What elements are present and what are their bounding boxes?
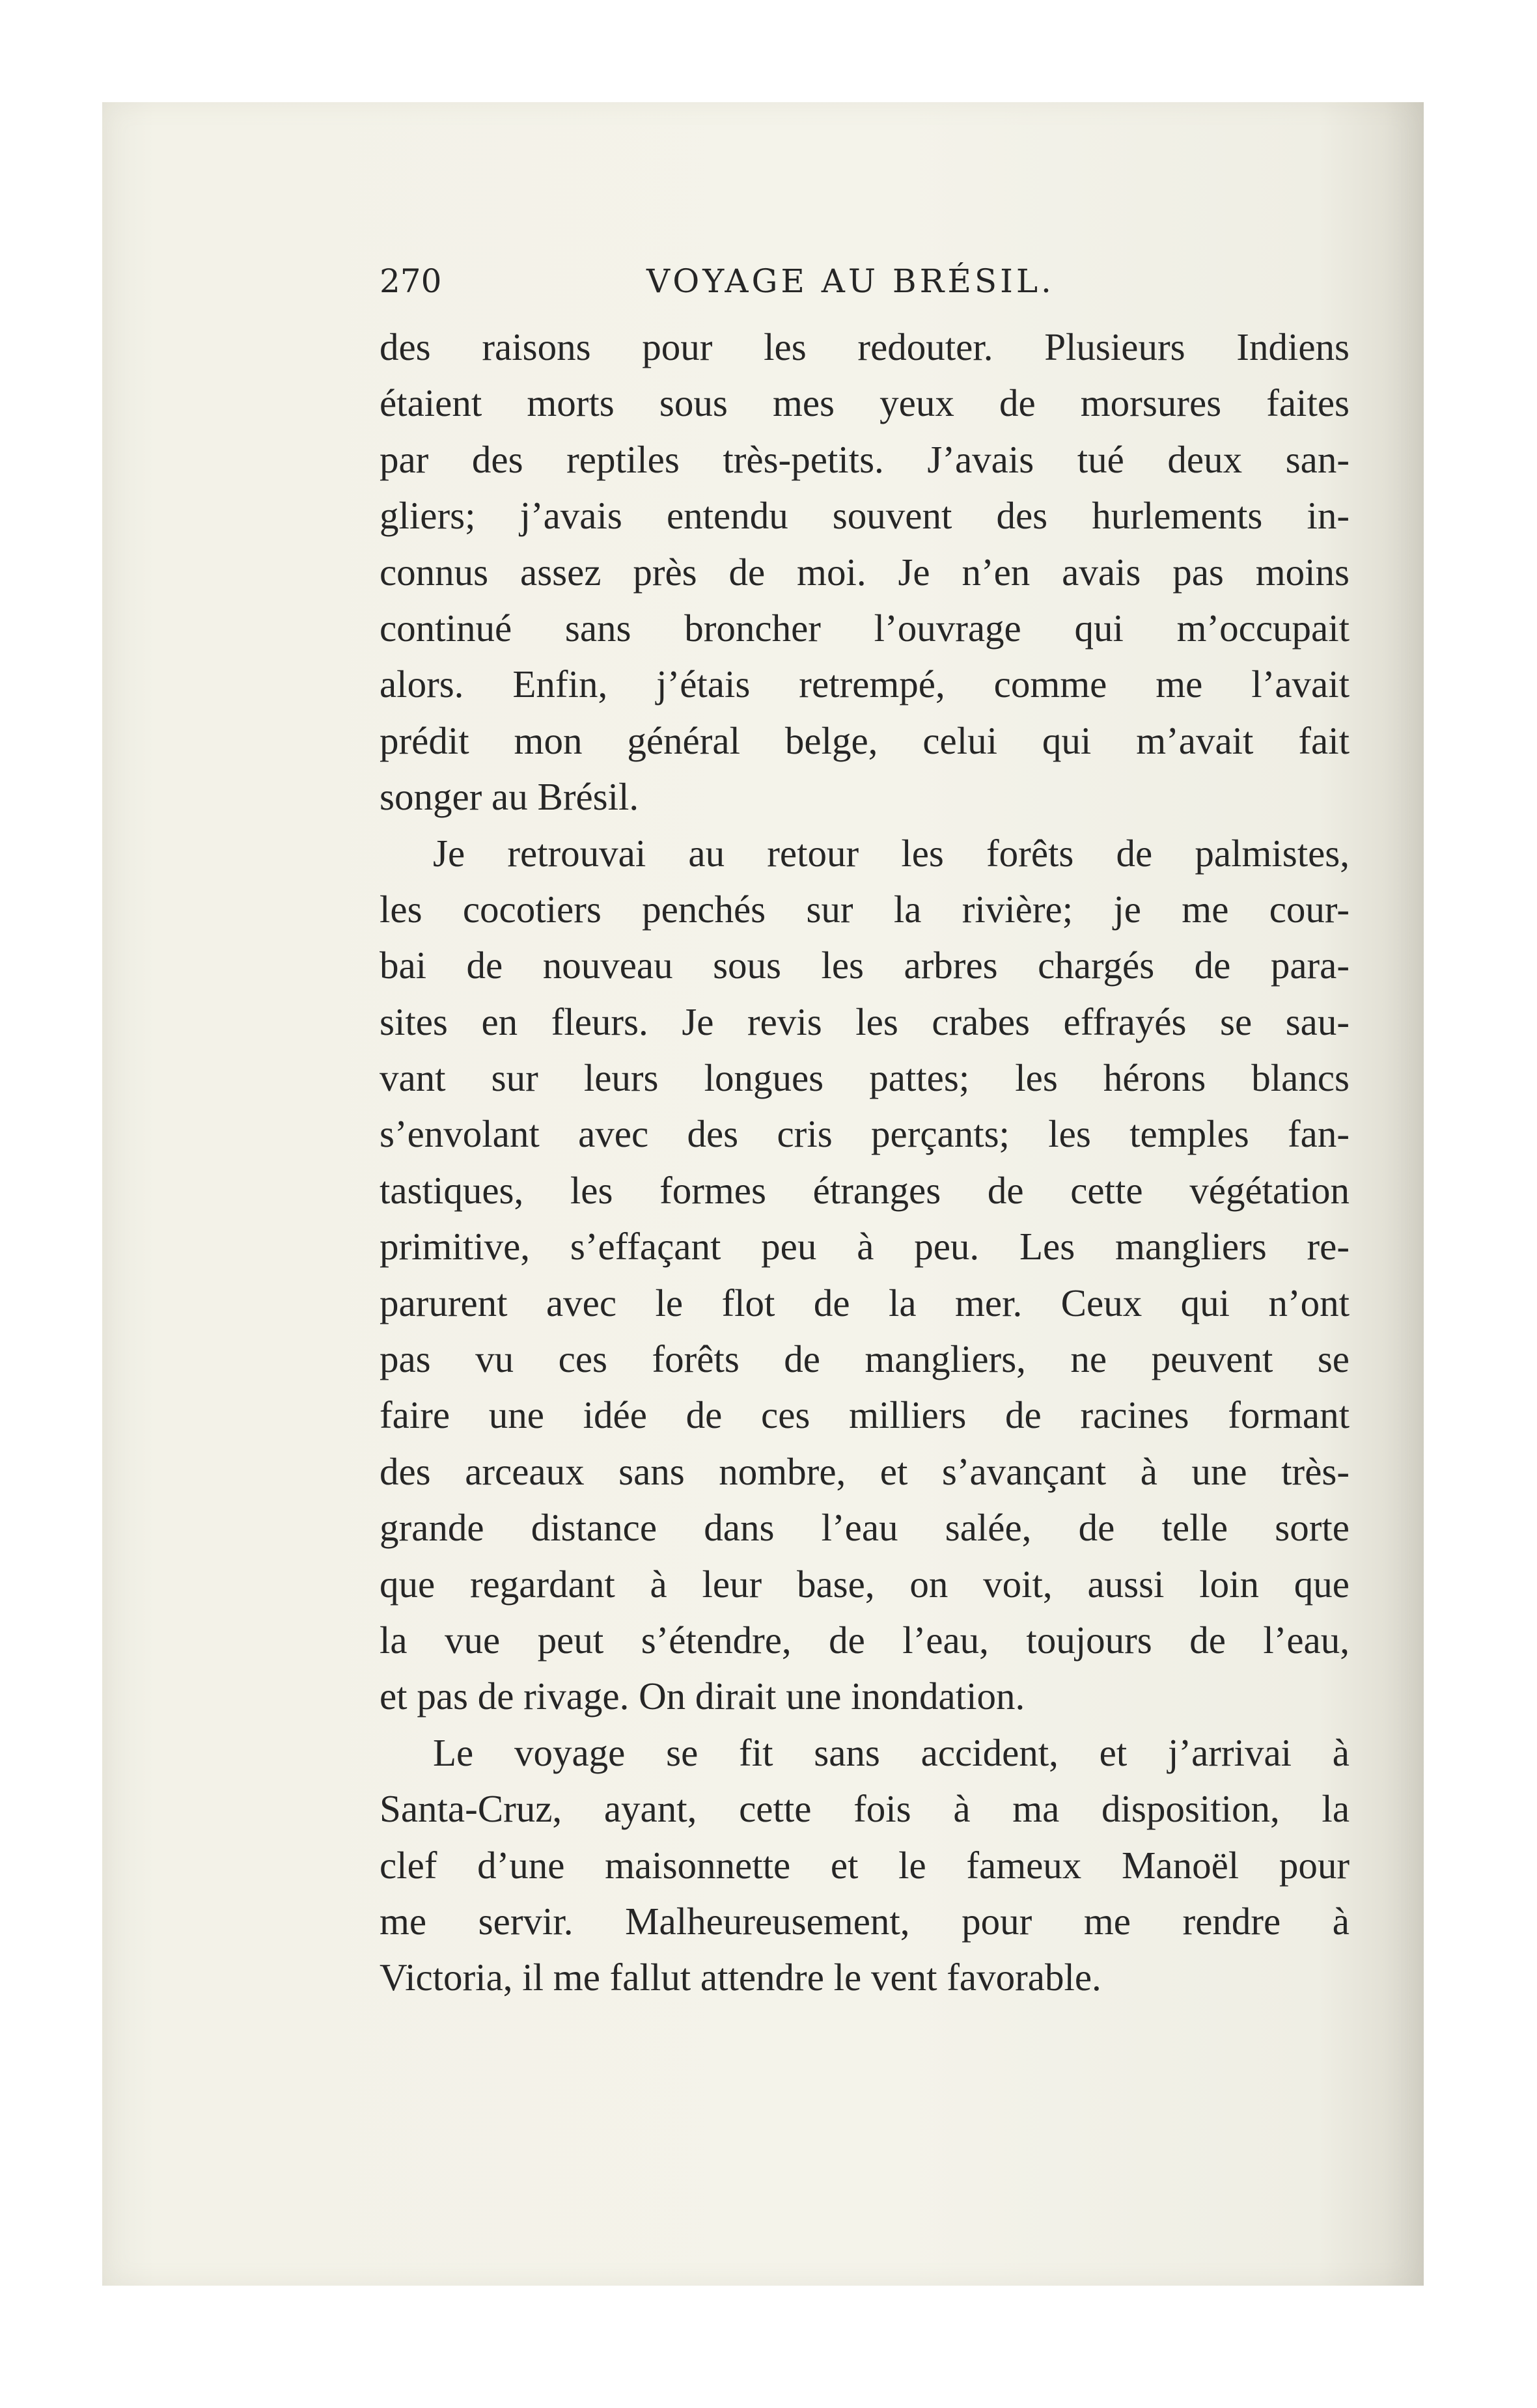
text-line: vant sur leurs longues pattes; les hérons blancs — [380, 1056, 1350, 1100]
page-number: 270 — [380, 262, 442, 300]
text-line: et pas de rivage. On dirait une inondation. — [380, 1675, 1025, 1718]
text-line: des raisons pour les redouter. Plusieurs Indiens — [380, 325, 1350, 368]
text-line: connus assez près de moi. Je n’en avais pas moins — [380, 550, 1350, 594]
text-line: songer au Brésil. — [380, 775, 639, 819]
text-line: pas vu ces forêts de mangliers, ne peuvent se — [380, 1337, 1350, 1381]
text-line: bai de nouveau sous les arbres chargés de para- — [380, 944, 1350, 987]
text-line: parurent avec le flot de la mer. Ceux qui n’ont — [380, 1281, 1350, 1324]
text-line: primitive, s’effaçant peu à peu. Les mangliers re- — [380, 1225, 1350, 1268]
text-line: des arceaux sans nombre, et s’avançant à une très- — [380, 1449, 1350, 1493]
text-line: faire une idée de ces milliers de racines formant — [380, 1393, 1350, 1437]
text-line: alors. Enfin, j’étais retrempé, comme me l’avait — [380, 663, 1350, 706]
text-line: par des reptiles très-petits. J’avais tué deux san- — [380, 437, 1350, 481]
running-head-title: VOYAGE AU BRÉSIL. — [646, 262, 1055, 300]
text-line: prédit mon général belge, celui qui m’avait fait — [380, 718, 1350, 762]
text-line: continué sans broncher l’ouvrage qui m’occupait — [380, 606, 1350, 650]
text-line: tastiques, les formes étranges de cette végétation — [380, 1168, 1350, 1212]
text-line: Santa-Cruz, ayant, cette fois à ma disposition, la — [380, 1787, 1350, 1831]
text-line: grande distance dans l’eau salée, de telle sorte — [380, 1506, 1350, 1550]
paragraph — [380, 319, 1350, 825]
body-text — [380, 319, 1350, 2006]
text-line: Le voyage se fit sans accident, et j’arrivai à — [433, 1731, 1350, 1774]
text-line: gliers; j’avais entendu souvent des hurlements in- — [380, 494, 1350, 538]
text-line: me servir. Malheureusement, pour me rendre à — [380, 1899, 1350, 1943]
running-head — [380, 255, 1350, 307]
text-line: la vue peut s’étendre, de l’eau, toujours de l’eau, — [380, 1618, 1350, 1662]
text-line: clef d’une maisonnette et le fameux Manoël pour — [380, 1843, 1350, 1887]
text-line: les cocotiers penchés sur la rivière; je me cour- — [380, 887, 1350, 931]
paragraph — [380, 825, 1350, 1725]
text-line: Je retrouvai au retour les forêts de palmistes, — [433, 831, 1350, 875]
text-line: s’envolant avec des cris perçants; les temples fan- — [380, 1112, 1350, 1156]
text-line: que regardant à leur base, on voit, aussi loin que — [380, 1562, 1350, 1606]
paragraph — [380, 1725, 1350, 2006]
text-line: Victoria, il me fallut attendre le vent favorable. — [380, 1956, 1101, 1999]
text-line: sites en fleurs. Je revis les crabes effrayés se sau- — [380, 1000, 1350, 1043]
text-line: étaient morts sous mes yeux de morsures faites — [380, 381, 1350, 425]
